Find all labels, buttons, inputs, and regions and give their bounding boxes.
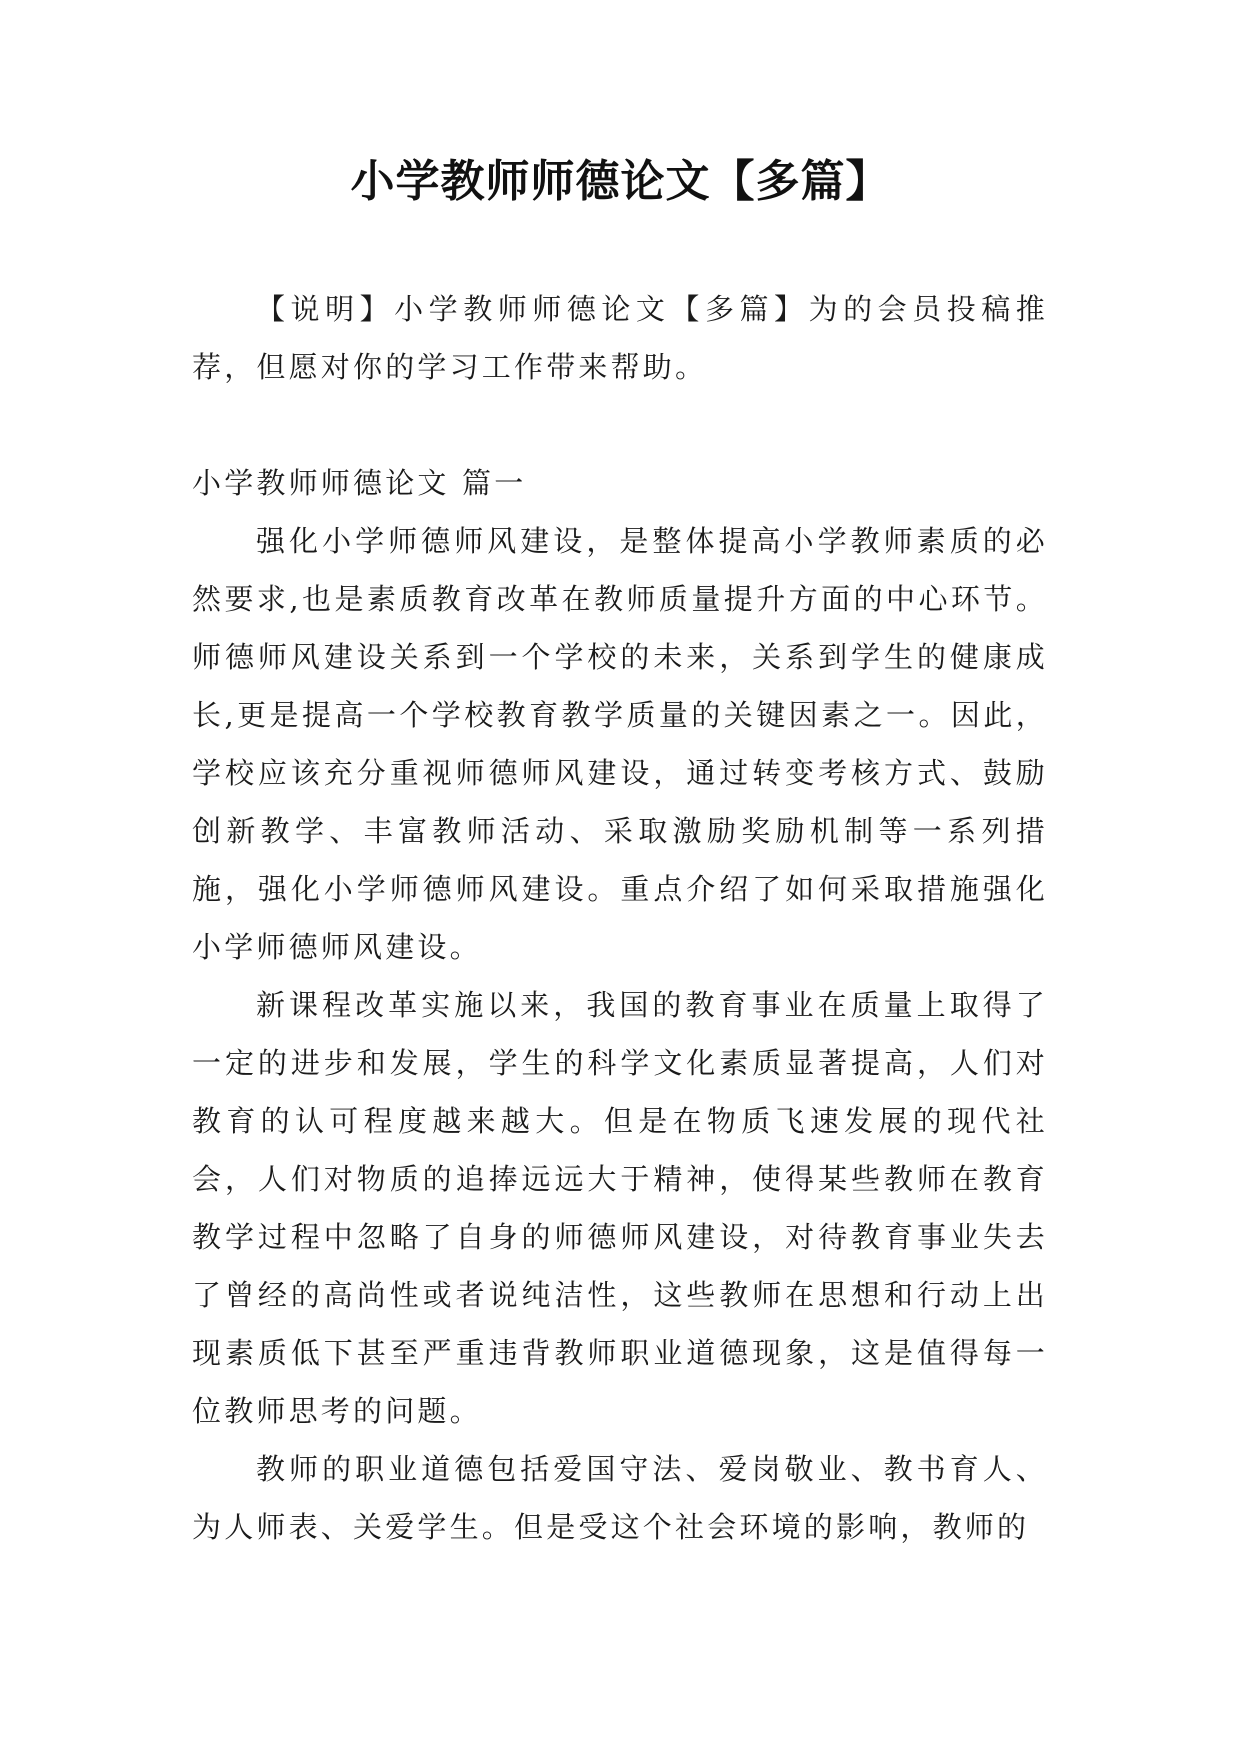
intro-paragraph: 【说明】小学教师师德论文【多篇】为的会员投稿推荐，但愿对你的学习工作带来帮助。 bbox=[192, 292, 1048, 384]
document-body bbox=[192, 280, 1048, 1556]
document-title: 小学教师师德论文【多篇】 bbox=[350, 156, 891, 207]
body-paragraph-1: 强化小学师德师风建设，是整体提高小学教师素质的必然要求,也是素质教育改革在教师质量提升方面的中心环节。师德师风建设关系到一个学校的未来，关系到学生的健康成长,更是提高一个学校教育教学质量的关键因素之一。因此，学校应该充分重视师德师风建设，通过转变考核方式、鼓励创新教学、丰富教师活动、采取激励奖励机制等一系列措施，强化小学师德师风建设。重点介绍了如何采取措施强化小学师德师风建设。 bbox=[192, 524, 1048, 964]
body-paragraph-3: 教师的职业道德包括爱国守法、爱岗敬业、教书育人、为人师表、关爱学生。但是受这个社会环境的影响，教师的 bbox=[192, 1452, 1048, 1544]
body-paragraph-2: 新课程改革实施以来，我国的教育事业在质量上取得了一定的进步和发展，学生的科学文化素质显著提高，人们对教育的认可程度越来越大。但是在物质飞速发展的现代社会，人们对物质的追捧远远大于精神，使得某些教师在教育教学过程中忽略了自身的师德师风建设，对待教育事业失去了曾经的高尚性或者说纯洁性，这些教师在思想和行动上出现素质低下甚至严重违背教师职业道德现象，这是值得每一位教师思考的问题。 bbox=[192, 988, 1048, 1428]
section-heading: 小学教师师德论文 篇一 bbox=[192, 466, 527, 500]
